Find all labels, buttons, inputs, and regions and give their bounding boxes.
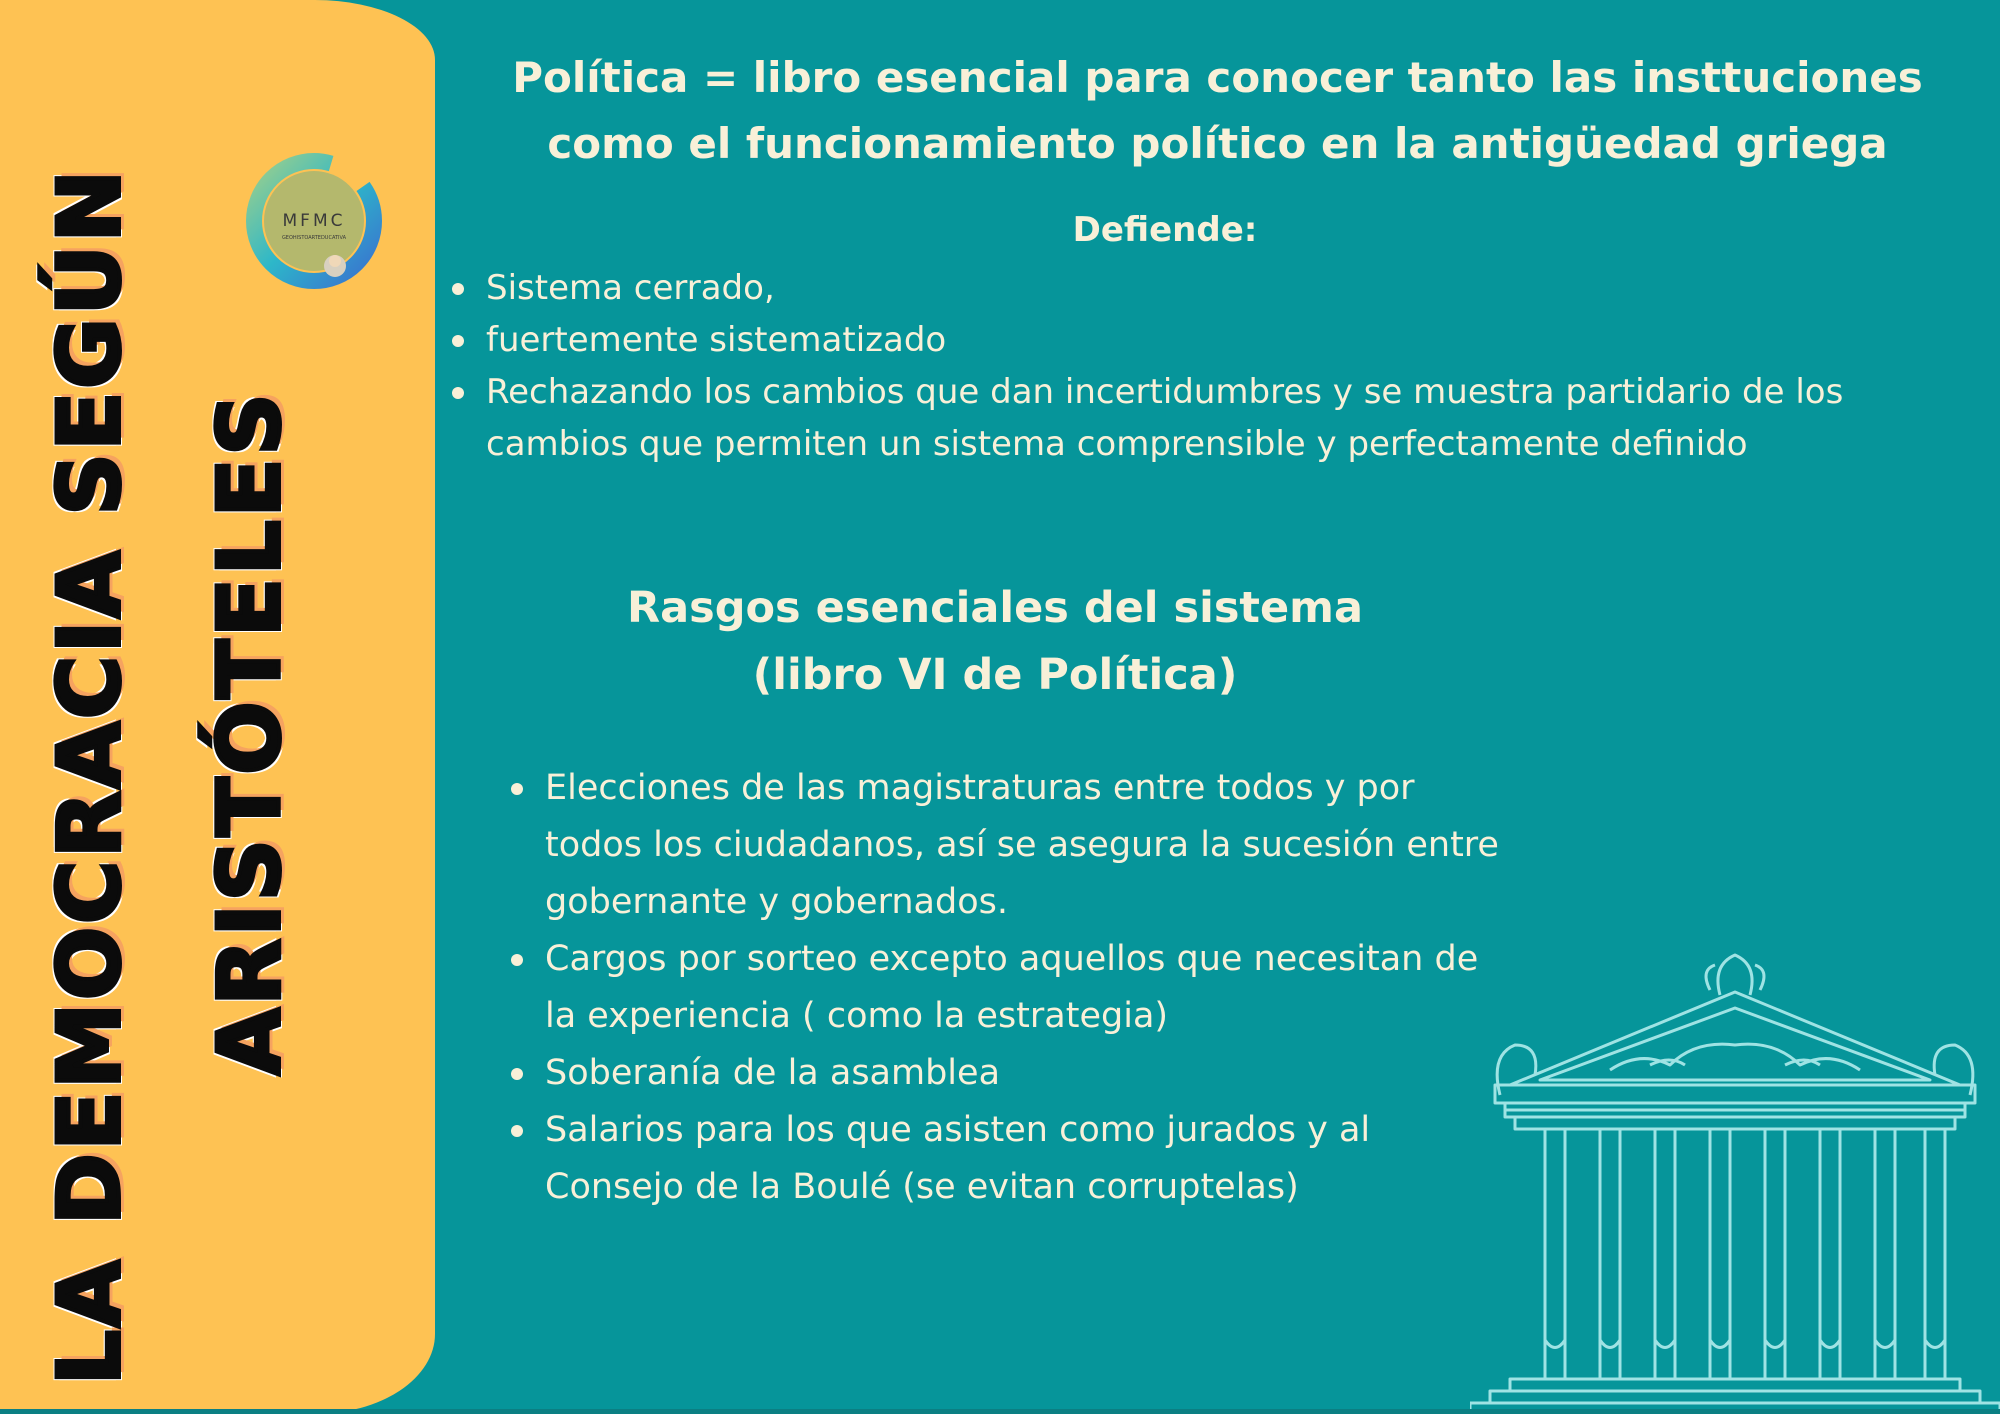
logo-text: MFMC [282,211,346,231]
defiende-label: Defiende: [1072,210,1258,250]
defiende-list [452,262,1972,470]
page-heading [445,45,1990,177]
list-item: fuertemente sistematizado [452,314,1972,366]
vertical-title-line1: LA DEMOCRACIA SEGÚN [40,167,140,1385]
list-item: Soberanía de la asamblea [511,1045,1511,1102]
list-item: Sistema cerrado, [452,262,1972,314]
vertical-title-line2: ARISTÓTELES [200,390,300,1075]
list-item: Cargos por sorteo excepto aquellos que necesitan de la experiencia ( como la estrategia) [511,931,1511,1045]
greek-temple-icon [1470,920,2000,1414]
list-item: Rechazando los cambios que dan incertidumbres y se muestra partidario de los cambios que permiten un sistema comprensible y perfectamente definido [452,366,1972,470]
rasgos-heading-line1: Rasgos esenciales del sistema [627,583,1363,633]
logo-subtext: GEOHISTOARTEDUCATIVA [281,235,347,241]
rasgos-list [511,760,1511,1216]
list-item: Salarios para los que asisten como jurados y al Consejo de la Boulé (se evitan corruptelas) [511,1102,1511,1216]
rasgos-heading [600,575,1390,709]
heading-line1: Política = libro esencial para conocer tanto las insttuciones [512,53,1923,102]
mfmc-logo [238,148,390,294]
list-item: Elecciones de las magistraturas entre todos y por todos los ciudadanos, así se asegura la sucesión entre gobernante y gobernados. [511,760,1511,931]
bottom-border [0,1409,2000,1414]
rasgos-heading-line2: (libro VI de Política) [752,650,1238,700]
heading-line2: como el funcionamiento político en la antigüedad griega [547,119,1888,168]
